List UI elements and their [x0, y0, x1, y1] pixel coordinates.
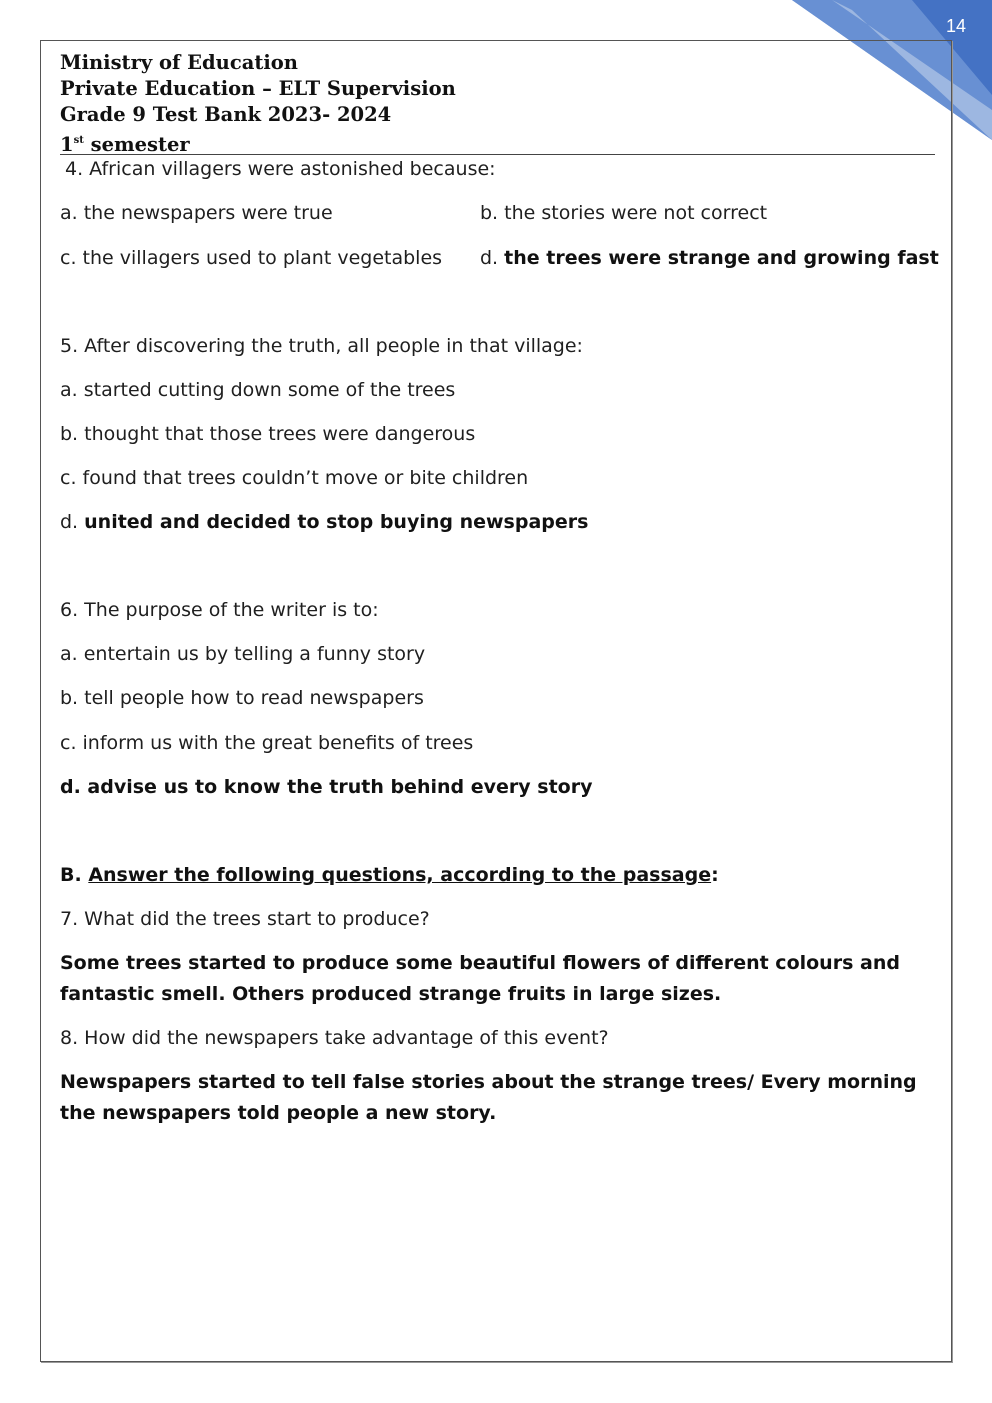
q4-correct-answer: the trees were strange and growing fast — [504, 247, 939, 269]
q4-question: 4. African villagers were astonished because: — [65, 158, 496, 180]
q4-option-a: a. the newspapers were true — [60, 202, 333, 224]
q6-option-a: a. entertain us by telling a funny story — [60, 643, 426, 665]
q6-option-c: c. inform us with the great benefits of trees — [60, 732, 474, 754]
q5-option-c: c. found that trees couldn’t move or bite children — [60, 467, 529, 489]
department-title: Private Education – ELT Supervision — [60, 77, 456, 100]
q8-answer: Newspapers started to tell false stories about the strange trees/ Every morning the newspapers told people a new story. — [60, 1071, 917, 1124]
q6-correct-answer: d. advise us to know the truth behind every story — [60, 776, 593, 798]
q5-option-b: b. thought that those trees were dangerous — [60, 423, 476, 445]
section-b-instruction: Answer the following questions, according to the passage — [88, 864, 712, 886]
q6-question: 6. The purpose of the writer is to: — [60, 599, 379, 621]
q4-option-b: b. the stories were not correct — [480, 202, 768, 224]
q5-question: 5. After discovering the truth, all people in that village: — [60, 335, 583, 357]
q4-option-c: c. the villagers used to plant vegetables — [60, 247, 443, 269]
q5-option-d: d. united and decided to stop buying newspapers — [60, 511, 589, 533]
q6-option-b: b. tell people how to read newspapers — [60, 687, 424, 709]
test-bank-title: Grade 9 Test Bank 2023- 2024 — [60, 103, 392, 126]
ministry-title: Ministry of Education — [60, 51, 298, 74]
q5-option-a: a. started cutting down some of the trees — [60, 379, 456, 401]
q7-answer: Some trees started to produce some beautiful flowers of different colours and fantastic smell. Others produced strange fruits in large sizes. — [60, 952, 900, 1005]
q8-question: 8. How did the newspapers take advantage of this event? — [60, 1027, 609, 1049]
q4-option-d: d. the trees were strange and growing fast — [480, 247, 939, 269]
page-number: 14 — [946, 16, 967, 36]
semester-title: 1st semester — [60, 133, 190, 156]
q7-question: 7. What did the trees start to produce? — [60, 908, 430, 930]
section-b-heading: B. Answer the following questions, according to the passage: — [60, 864, 719, 886]
document-header — [60, 50, 935, 155]
q5-correct-answer: united and decided to stop buying newspapers — [84, 511, 589, 533]
